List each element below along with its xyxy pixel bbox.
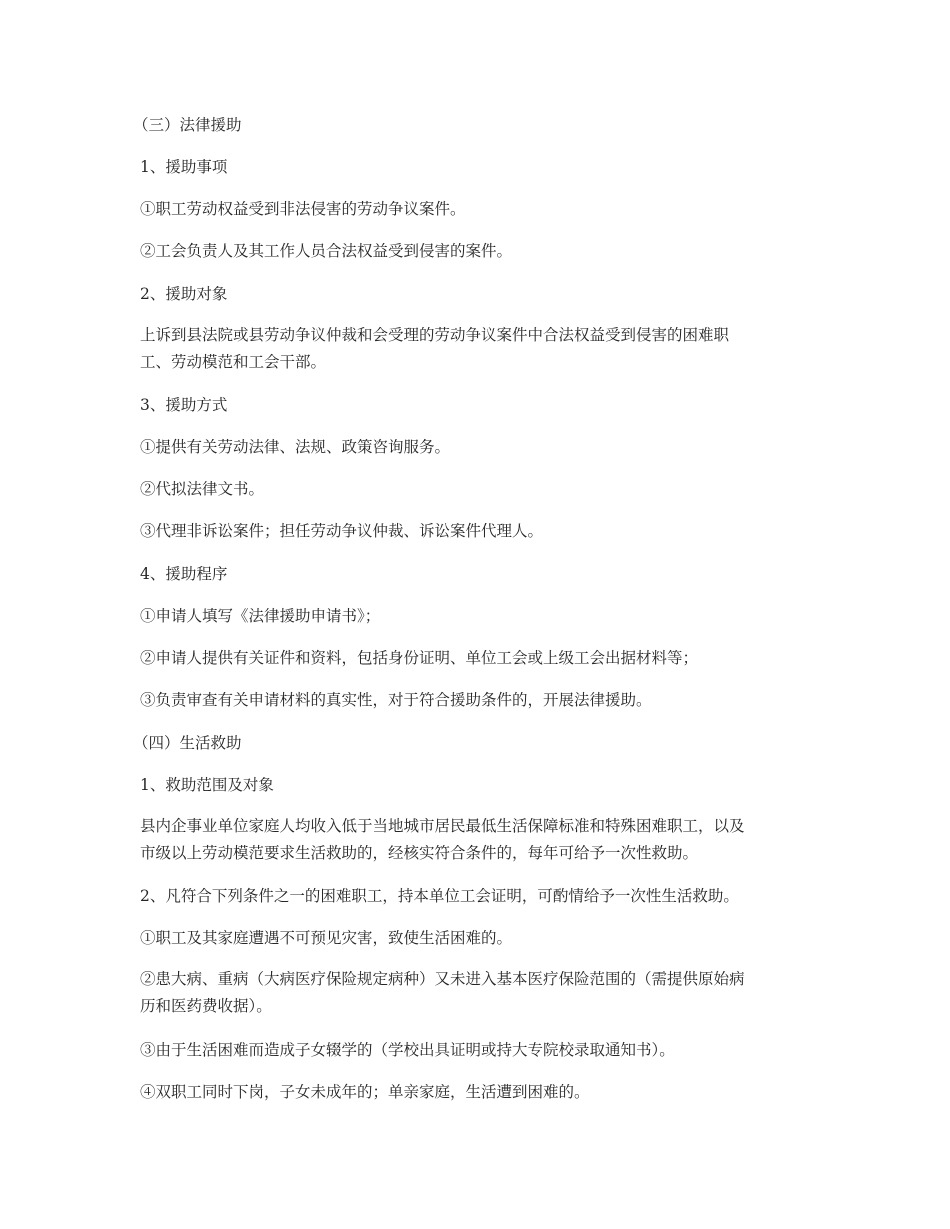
paragraph-line: 县内企事业单位家庭人均收入低于当地城市居民最低生活保障标准和特殊困难职工，以及 (140, 817, 745, 835)
subsection-4-2-heading: 2、凡符合下列条件之一的困难职工，持本单位工会证明，可酌情给予一次性生活救助。 (140, 887, 739, 905)
list-item: ③代理非诉讼案件；担任劳动争议仲裁、诉讼案件代理人。 (140, 522, 544, 540)
list-item: ①提供有关劳动法律、法规、政策咨询服务。 (140, 438, 451, 456)
subsection-4-1-heading: 1、救助范围及对象 (140, 776, 274, 794)
list-item: ②代拟法律文书。 (140, 480, 265, 498)
paragraph-line: ②患大病、重病（大病医疗保险规定病种）又未进入基本医疗保险范围的（需提供原始病 (140, 970, 745, 988)
subsection-3-3-heading: 3、援助方式 (140, 396, 228, 414)
paragraph-relief-scope (140, 813, 820, 867)
list-item: ③由于生活困难而造成子女辍学的（学校出具证明或持大专院校录取通知书）。 (140, 1041, 675, 1059)
list-item: ①申请人填写《法律援助申请书》； (140, 607, 381, 625)
list-item: ③负责审查有关申请材料的真实性，对于符合援助条件的，开展法律援助。 (140, 691, 652, 709)
list-item (140, 966, 820, 1020)
list-item: ②工会负责人及其工作人员合法权益受到侵害的案件。 (140, 242, 513, 260)
paragraph-line: 上诉到县法院或县劳动争议仲裁和会受理的劳动争议案件中合法权益受到侵害的困难职 (140, 326, 730, 344)
paragraph-line: 历和医药费收据）。 (140, 997, 272, 1015)
list-item: ④双职工同时下岗，子女未成年的；单亲家庭，生活遭到困难的。 (140, 1083, 590, 1101)
paragraph-assistance-targets (140, 322, 820, 376)
section-3-heading: （三）法律援助 (133, 116, 242, 134)
section-4-heading: （四）生活救助 (133, 734, 242, 752)
subsection-3-1-heading: 1、援助事项 (140, 158, 228, 176)
list-item: ①职工劳动权益受到非法侵害的劳动争议案件。 (140, 200, 466, 218)
list-item: ②申请人提供有关证件和资料，包括身份证明、单位工会或上级工会出据材料等； (140, 649, 699, 667)
paragraph-line: 市级以上劳动模范要求生活救助的，经核实符合条件的，每年可给予一次性救助。 (140, 844, 699, 862)
subsection-3-2-heading: 2、援助对象 (140, 285, 228, 303)
list-item: ①职工及其家庭遭遇不可预见灾害，致使生活困难的。 (140, 929, 513, 947)
paragraph-line: 工、劳动模范和工会干部。 (140, 353, 327, 371)
subsection-3-4-heading: 4、援助程序 (140, 565, 228, 583)
